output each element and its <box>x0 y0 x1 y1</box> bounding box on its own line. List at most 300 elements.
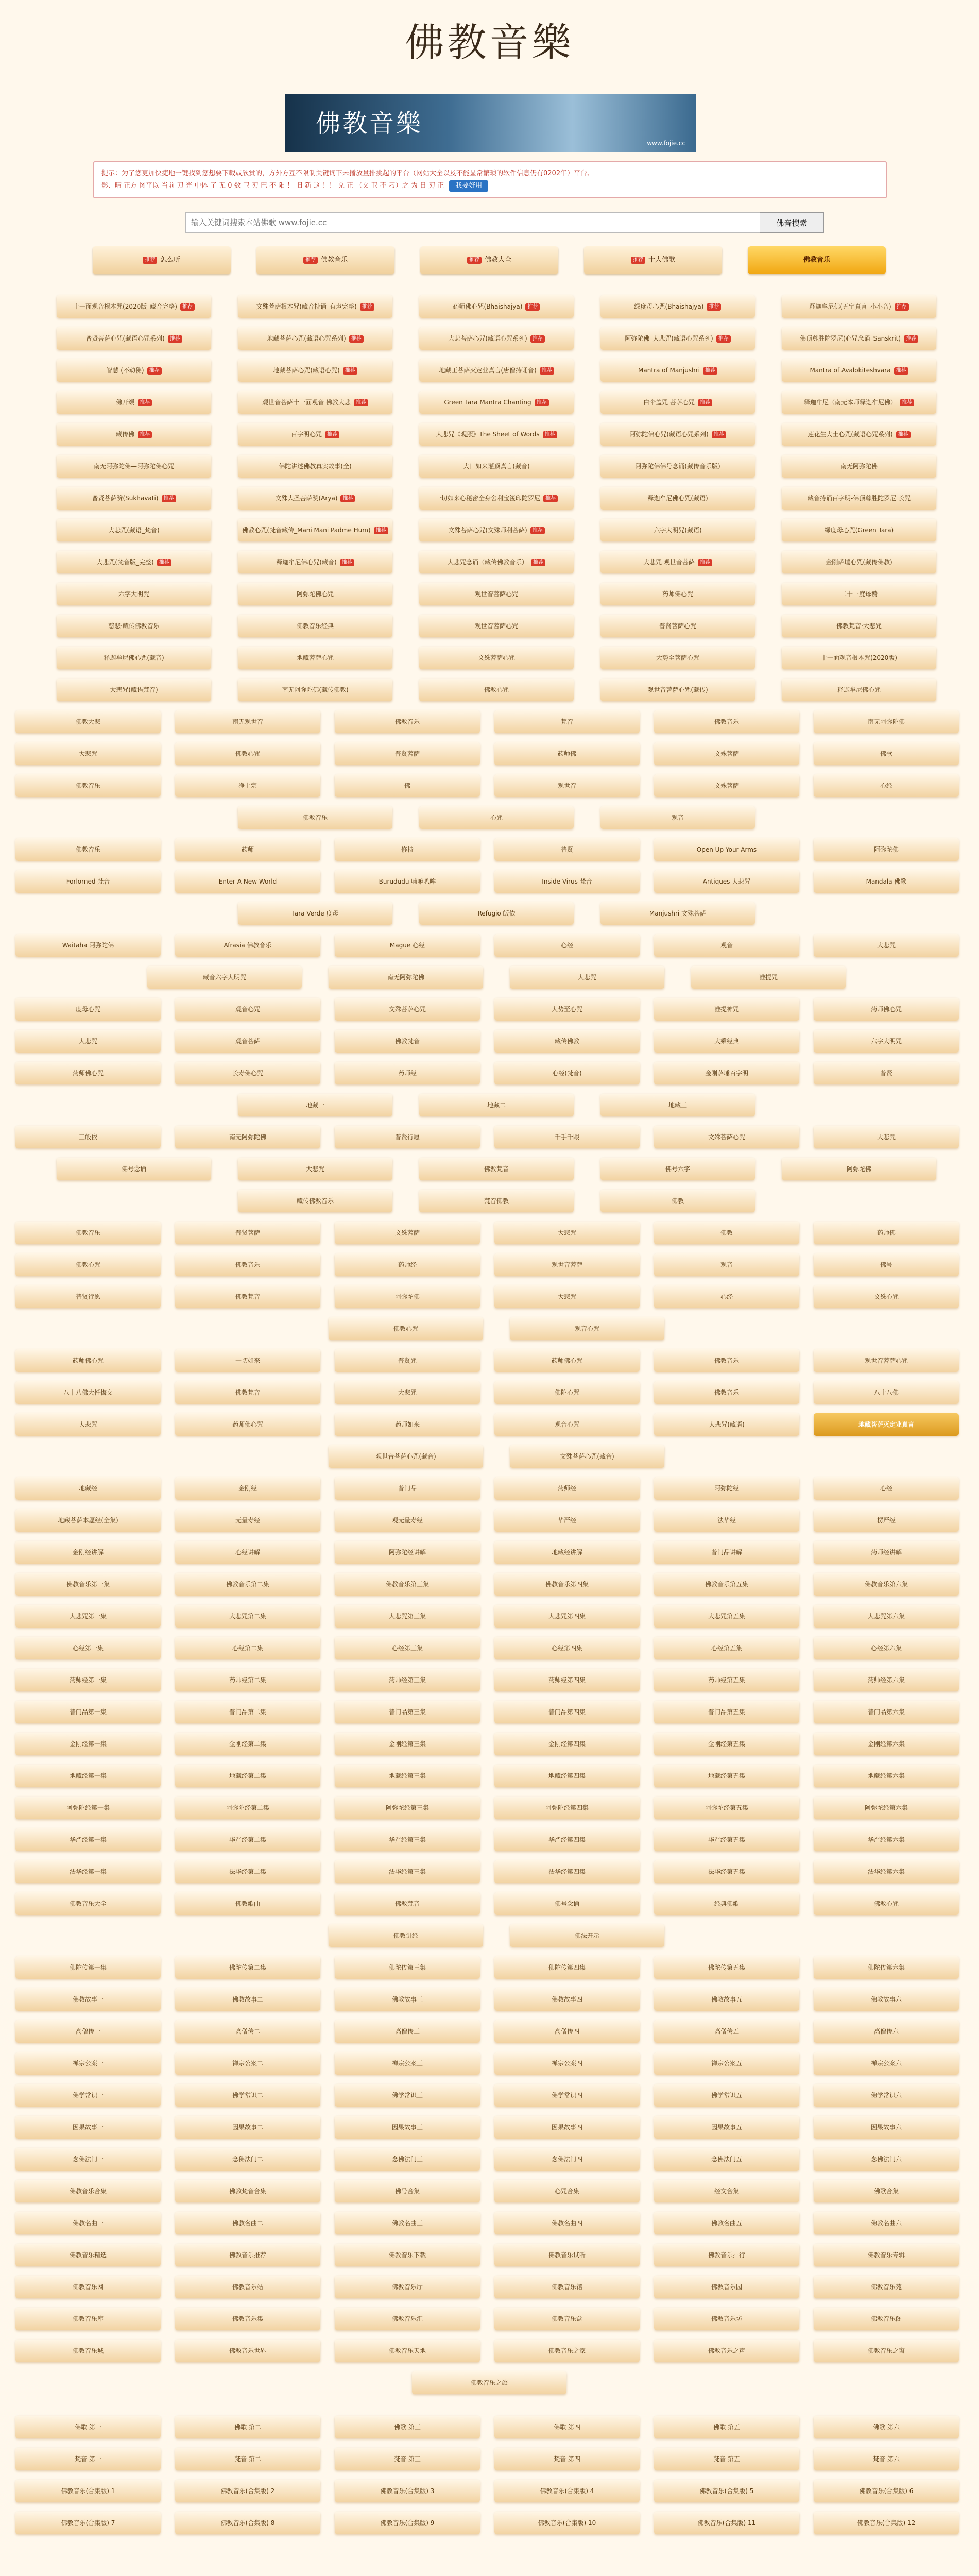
song-link[interactable] <box>654 1126 799 1148</box>
song-link[interactable] <box>600 359 755 382</box>
song-link[interactable] <box>238 487 392 510</box>
song-link[interactable] <box>175 2308 320 2330</box>
song-link[interactable] <box>494 1669 640 1691</box>
song-link[interactable] <box>600 487 755 510</box>
song-link[interactable] <box>510 1924 664 1947</box>
song-link[interactable] <box>238 551 392 573</box>
song-link[interactable] <box>654 2244 799 2266</box>
song-link[interactable] <box>175 1669 320 1691</box>
song-link[interactable] <box>15 2276 161 2298</box>
song-link[interactable] <box>814 2448 959 2470</box>
song-link[interactable] <box>175 1605 320 1628</box>
song-link[interactable] <box>238 902 392 925</box>
song-link[interactable] <box>814 2416 959 2438</box>
song-link[interactable] <box>15 1541 161 1564</box>
song-link[interactable] <box>335 2148 480 2171</box>
song-link[interactable] <box>814 998 959 1021</box>
song-link[interactable] <box>175 1765 320 1787</box>
song-link[interactable] <box>419 519 574 541</box>
song-link[interactable] <box>654 2116 799 2139</box>
song-link[interactable] <box>494 1285 640 1308</box>
song-link[interactable] <box>329 1445 483 1468</box>
song-link[interactable] <box>654 2416 799 2438</box>
song-link[interactable] <box>175 1797 320 1819</box>
song-link[interactable] <box>238 295 392 318</box>
song-link[interactable] <box>57 519 211 541</box>
song-link[interactable] <box>494 2212 640 2234</box>
song-link[interactable] <box>494 1381 640 1404</box>
song-link[interactable] <box>15 2480 161 2502</box>
nav-item[interactable] <box>256 246 394 274</box>
song-link[interactable] <box>335 1828 480 1851</box>
song-link[interactable] <box>814 1637 959 1659</box>
song-link[interactable] <box>335 1285 480 1308</box>
song-link[interactable] <box>15 1030 161 1053</box>
song-link[interactable] <box>814 1509 959 1532</box>
song-link[interactable] <box>57 583 211 605</box>
song-link[interactable] <box>814 1573 959 1596</box>
song-link[interactable] <box>15 1349 161 1372</box>
song-link[interactable] <box>814 2116 959 2139</box>
search-button[interactable]: 佛音搜索 <box>760 212 824 233</box>
song-link[interactable] <box>335 742 480 765</box>
song-link[interactable] <box>419 1158 574 1180</box>
nav-item[interactable] <box>93 246 231 274</box>
song-link[interactable] <box>494 2180 640 2202</box>
song-link[interactable] <box>814 1956 959 1979</box>
song-link[interactable] <box>782 295 936 318</box>
song-link[interactable] <box>494 1701 640 1723</box>
song-link[interactable] <box>494 1828 640 1851</box>
song-link[interactable] <box>175 1573 320 1596</box>
song-link[interactable] <box>654 774 799 797</box>
song-link[interactable] <box>175 2084 320 2107</box>
song-link[interactable] <box>494 2244 640 2266</box>
song-link[interactable] <box>335 2084 480 2107</box>
song-link[interactable] <box>600 1158 755 1180</box>
song-link[interactable] <box>814 710 959 733</box>
song-link[interactable] <box>175 870 320 893</box>
song-link[interactable] <box>419 327 574 350</box>
song-link[interactable] <box>494 2340 640 2362</box>
song-link[interactable] <box>175 1030 320 1053</box>
song-link[interactable] <box>494 1126 640 1148</box>
song-link[interactable] <box>238 583 392 605</box>
song-link[interactable] <box>335 2308 480 2330</box>
song-link[interactable] <box>15 838 161 861</box>
song-link[interactable] <box>335 1477 480 1500</box>
song-link[interactable] <box>419 455 574 478</box>
song-link[interactable] <box>419 423 574 446</box>
song-link[interactable] <box>57 391 211 414</box>
song-link[interactable] <box>782 487 936 510</box>
song-link[interactable] <box>494 2416 640 2438</box>
song-link[interactable] <box>814 2480 959 2502</box>
song-link[interactable] <box>15 2416 161 2438</box>
song-link[interactable] <box>238 647 392 669</box>
song-link[interactable] <box>238 1158 392 1180</box>
song-link[interactable] <box>600 1190 755 1212</box>
song-link[interactable] <box>494 1892 640 1915</box>
song-link[interactable] <box>654 2512 799 2534</box>
song-link[interactable] <box>494 1062 640 1084</box>
song-link[interactable] <box>419 647 574 669</box>
song-link[interactable] <box>175 2148 320 2171</box>
song-link[interactable] <box>335 1509 480 1532</box>
song-link[interactable] <box>175 1349 320 1372</box>
song-link[interactable] <box>814 1222 959 1244</box>
song-link[interactable] <box>494 1733 640 1755</box>
song-link[interactable] <box>15 2448 161 2470</box>
song-link[interactable] <box>494 2480 640 2502</box>
song-link[interactable] <box>654 998 799 1021</box>
song-link[interactable] <box>814 2308 959 2330</box>
song-link[interactable] <box>15 1637 161 1659</box>
song-link[interactable] <box>335 870 480 893</box>
song-link[interactable] <box>335 1733 480 1755</box>
song-link[interactable] <box>782 423 936 446</box>
song-link[interactable] <box>654 1062 799 1084</box>
song-link[interactable] <box>15 2180 161 2202</box>
song-link[interactable] <box>654 870 799 893</box>
song-link[interactable] <box>654 838 799 861</box>
song-link[interactable] <box>335 1956 480 1979</box>
song-link[interactable] <box>814 1605 959 1628</box>
song-link[interactable] <box>335 1413 480 1436</box>
song-link[interactable] <box>57 679 211 701</box>
song-link[interactable] <box>335 2416 480 2438</box>
song-link[interactable] <box>600 615 755 637</box>
song-link[interactable] <box>494 838 640 861</box>
song-link[interactable] <box>335 1349 480 1372</box>
song-link[interactable] <box>15 2212 161 2234</box>
song-link[interactable] <box>814 1828 959 1851</box>
song-link[interactable] <box>494 1349 640 1372</box>
song-link[interactable] <box>494 1477 640 1500</box>
song-link[interactable] <box>15 1222 161 1244</box>
song-link[interactable] <box>335 1988 480 2011</box>
song-link[interactable] <box>814 1285 959 1308</box>
song-link[interactable] <box>15 1062 161 1084</box>
song-link[interactable] <box>654 1573 799 1596</box>
song-link[interactable] <box>654 1892 799 1915</box>
song-link[interactable] <box>654 1253 799 1276</box>
song-link[interactable] <box>494 2052 640 2075</box>
song-link[interactable] <box>15 1892 161 1915</box>
song-link[interactable] <box>335 1030 480 1053</box>
song-link[interactable] <box>654 710 799 733</box>
song-link[interactable] <box>15 2116 161 2139</box>
song-link[interactable] <box>15 870 161 893</box>
song-link[interactable] <box>814 1413 959 1436</box>
song-link[interactable] <box>814 1733 959 1755</box>
song-link[interactable] <box>654 1828 799 1851</box>
song-link[interactable] <box>814 1541 959 1564</box>
song-link[interactable] <box>175 1477 320 1500</box>
song-link[interactable] <box>814 1701 959 1723</box>
song-link[interactable] <box>494 774 640 797</box>
song-link[interactable] <box>419 902 574 925</box>
song-link[interactable] <box>175 934 320 957</box>
song-link[interactable] <box>175 1733 320 1755</box>
song-link[interactable] <box>494 2276 640 2298</box>
song-link[interactable] <box>175 2340 320 2362</box>
song-link[interactable] <box>15 1285 161 1308</box>
song-link[interactable] <box>335 710 480 733</box>
song-link[interactable] <box>175 838 320 861</box>
song-link[interactable] <box>175 774 320 797</box>
song-link[interactable] <box>329 1317 483 1340</box>
song-link[interactable] <box>654 1285 799 1308</box>
song-link[interactable] <box>654 1349 799 1372</box>
song-link[interactable] <box>654 1956 799 1979</box>
song-link[interactable] <box>814 2212 959 2234</box>
song-link[interactable] <box>654 2084 799 2107</box>
song-link[interactable] <box>654 1988 799 2011</box>
song-link[interactable] <box>600 806 755 829</box>
song-link[interactable] <box>15 1701 161 1723</box>
song-link[interactable] <box>494 2084 640 2107</box>
song-link[interactable] <box>238 455 392 478</box>
banner[interactable] <box>285 94 696 152</box>
song-link[interactable] <box>335 2212 480 2234</box>
song-link[interactable] <box>782 551 936 573</box>
song-link[interactable] <box>175 1062 320 1084</box>
song-link[interactable] <box>335 1669 480 1691</box>
song-link[interactable] <box>335 1541 480 1564</box>
song-link[interactable] <box>654 1381 799 1404</box>
song-link[interactable] <box>654 2340 799 2362</box>
song-link[interactable] <box>600 647 755 669</box>
song-link[interactable] <box>494 1573 640 1596</box>
song-link[interactable] <box>814 2512 959 2534</box>
song-link[interactable] <box>329 966 483 989</box>
song-link[interactable] <box>57 647 211 669</box>
song-link[interactable] <box>175 710 320 733</box>
song-link[interactable] <box>494 742 640 765</box>
song-link[interactable] <box>782 583 936 605</box>
song-link[interactable] <box>814 2148 959 2171</box>
song-link[interactable] <box>335 998 480 1021</box>
song-link[interactable] <box>814 2244 959 2266</box>
nav-item[interactable] <box>584 246 722 274</box>
song-link[interactable] <box>814 1349 959 1372</box>
song-link[interactable] <box>15 1381 161 1404</box>
song-link[interactable] <box>494 934 640 957</box>
song-link[interactable] <box>15 2020 161 2043</box>
song-link[interactable] <box>494 2116 640 2139</box>
song-link[interactable] <box>57 423 211 446</box>
song-link[interactable] <box>329 1924 483 1947</box>
song-link[interactable] <box>600 902 755 925</box>
song-link[interactable] <box>335 2480 480 2502</box>
song-link[interactable] <box>175 1637 320 1659</box>
song-link[interactable] <box>175 2020 320 2043</box>
song-link[interactable] <box>335 2116 480 2139</box>
song-link[interactable] <box>335 1860 480 1883</box>
song-link[interactable] <box>15 2308 161 2330</box>
song-link[interactable] <box>175 1285 320 1308</box>
song-link[interactable] <box>238 327 392 350</box>
song-link[interactable] <box>814 774 959 797</box>
song-link[interactable] <box>15 1413 161 1436</box>
song-link[interactable] <box>238 391 392 414</box>
song-link[interactable] <box>15 1253 161 1276</box>
notice-button[interactable]: 我要好用 <box>449 180 488 192</box>
song-link[interactable] <box>814 1477 959 1500</box>
song-link[interactable] <box>15 1765 161 1787</box>
song-link[interactable] <box>15 1988 161 2011</box>
song-link[interactable] <box>238 806 392 829</box>
song-link[interactable] <box>335 1701 480 1723</box>
song-link[interactable] <box>814 2052 959 2075</box>
song-link[interactable] <box>175 2448 320 2470</box>
song-link[interactable] <box>15 2084 161 2107</box>
song-link[interactable] <box>600 455 755 478</box>
song-link[interactable] <box>494 1509 640 1532</box>
song-link[interactable] <box>175 2512 320 2534</box>
song-link[interactable] <box>814 870 959 893</box>
song-link[interactable] <box>654 2212 799 2234</box>
song-link[interactable] <box>335 2180 480 2202</box>
song-link[interactable] <box>782 519 936 541</box>
song-link[interactable] <box>57 551 211 573</box>
song-link[interactable] <box>494 1605 640 1628</box>
song-link[interactable] <box>814 1765 959 1787</box>
song-link[interactable] <box>814 1988 959 2011</box>
song-link[interactable] <box>814 2084 959 2107</box>
song-link[interactable] <box>15 2340 161 2362</box>
song-link[interactable] <box>510 966 664 989</box>
song-link[interactable] <box>175 2276 320 2298</box>
song-link[interactable] <box>814 1797 959 1819</box>
song-link[interactable] <box>419 583 574 605</box>
song-link[interactable] <box>335 1765 480 1787</box>
song-link[interactable] <box>335 1381 480 1404</box>
song-link[interactable] <box>335 774 480 797</box>
song-link[interactable] <box>238 423 392 446</box>
song-link[interactable] <box>15 934 161 957</box>
song-link[interactable] <box>600 391 755 414</box>
song-link[interactable] <box>494 1860 640 1883</box>
song-link[interactable] <box>419 359 574 382</box>
song-link[interactable] <box>175 1956 320 1979</box>
song-link[interactable] <box>654 2276 799 2298</box>
song-link[interactable] <box>335 1637 480 1659</box>
song-link[interactable] <box>654 1413 799 1436</box>
song-link[interactable] <box>654 2480 799 2502</box>
song-link[interactable] <box>335 1222 480 1244</box>
site-logo[interactable]: 佛教音樂 <box>405 20 574 65</box>
song-link[interactable] <box>335 1062 480 1084</box>
song-link[interactable] <box>335 2244 480 2266</box>
song-link[interactable] <box>654 1733 799 1755</box>
song-link[interactable] <box>419 615 574 637</box>
song-link[interactable] <box>600 679 755 701</box>
song-link[interactable] <box>57 1158 211 1180</box>
song-link[interactable] <box>419 1190 574 1212</box>
song-link[interactable] <box>15 742 161 765</box>
song-link[interactable] <box>814 2020 959 2043</box>
song-link[interactable] <box>238 359 392 382</box>
song-link[interactable] <box>15 2148 161 2171</box>
song-link[interactable] <box>600 295 755 318</box>
song-link[interactable] <box>782 1158 936 1180</box>
song-link[interactable] <box>782 391 936 414</box>
song-link[interactable] <box>238 679 392 701</box>
song-link[interactable] <box>494 1222 640 1244</box>
song-link[interactable] <box>15 2244 161 2266</box>
song-link[interactable] <box>15 1828 161 1851</box>
song-link[interactable] <box>335 1892 480 1915</box>
song-link[interactable] <box>175 1381 320 1404</box>
song-link[interactable] <box>494 1988 640 2011</box>
song-link[interactable] <box>419 806 574 829</box>
song-link[interactable] <box>238 1190 392 1212</box>
search-input[interactable] <box>185 212 788 233</box>
song-link[interactable] <box>654 742 799 765</box>
song-link[interactable] <box>494 2020 640 2043</box>
song-link[interactable] <box>814 2276 959 2298</box>
song-link[interactable] <box>238 1094 392 1116</box>
song-link[interactable] <box>335 838 480 861</box>
song-link[interactable] <box>654 1669 799 1691</box>
song-link[interactable] <box>238 615 392 637</box>
song-link[interactable] <box>175 2212 320 2234</box>
song-link[interactable] <box>494 1253 640 1276</box>
song-link[interactable] <box>335 2052 480 2075</box>
song-link[interactable] <box>814 1860 959 1883</box>
song-link[interactable] <box>654 2180 799 2202</box>
song-link[interactable] <box>175 1701 320 1723</box>
song-link[interactable] <box>175 2180 320 2202</box>
song-link[interactable] <box>175 1222 320 1244</box>
song-link[interactable] <box>15 1573 161 1596</box>
song-link[interactable] <box>175 1126 320 1148</box>
song-link[interactable] <box>15 998 161 1021</box>
song-link[interactable] <box>814 838 959 861</box>
song-link[interactable] <box>600 327 755 350</box>
song-link[interactable] <box>814 1381 959 1404</box>
song-link[interactable] <box>175 1892 320 1915</box>
song-link[interactable] <box>814 2180 959 2202</box>
song-link[interactable] <box>15 1477 161 1500</box>
song-link[interactable] <box>494 998 640 1021</box>
song-link[interactable] <box>494 1030 640 1053</box>
song-link[interactable] <box>175 2480 320 2502</box>
song-link[interactable] <box>412 2371 566 2394</box>
song-link[interactable] <box>419 295 574 318</box>
song-link[interactable] <box>57 295 211 318</box>
song-link[interactable] <box>15 1126 161 1148</box>
song-link[interactable] <box>57 359 211 382</box>
song-link[interactable] <box>510 1445 664 1468</box>
song-link[interactable] <box>654 1030 799 1053</box>
song-link[interactable] <box>335 1797 480 1819</box>
song-link[interactable] <box>175 2052 320 2075</box>
song-link[interactable] <box>654 1797 799 1819</box>
song-link[interactable] <box>600 551 755 573</box>
song-link[interactable] <box>494 2308 640 2330</box>
song-link[interactable] <box>175 998 320 1021</box>
song-link[interactable] <box>654 2448 799 2470</box>
song-link[interactable] <box>15 710 161 733</box>
song-link[interactable] <box>335 2340 480 2362</box>
song-link[interactable] <box>494 2148 640 2171</box>
song-link[interactable] <box>175 1541 320 1564</box>
song-link[interactable] <box>782 455 936 478</box>
song-link[interactable] <box>600 423 755 446</box>
